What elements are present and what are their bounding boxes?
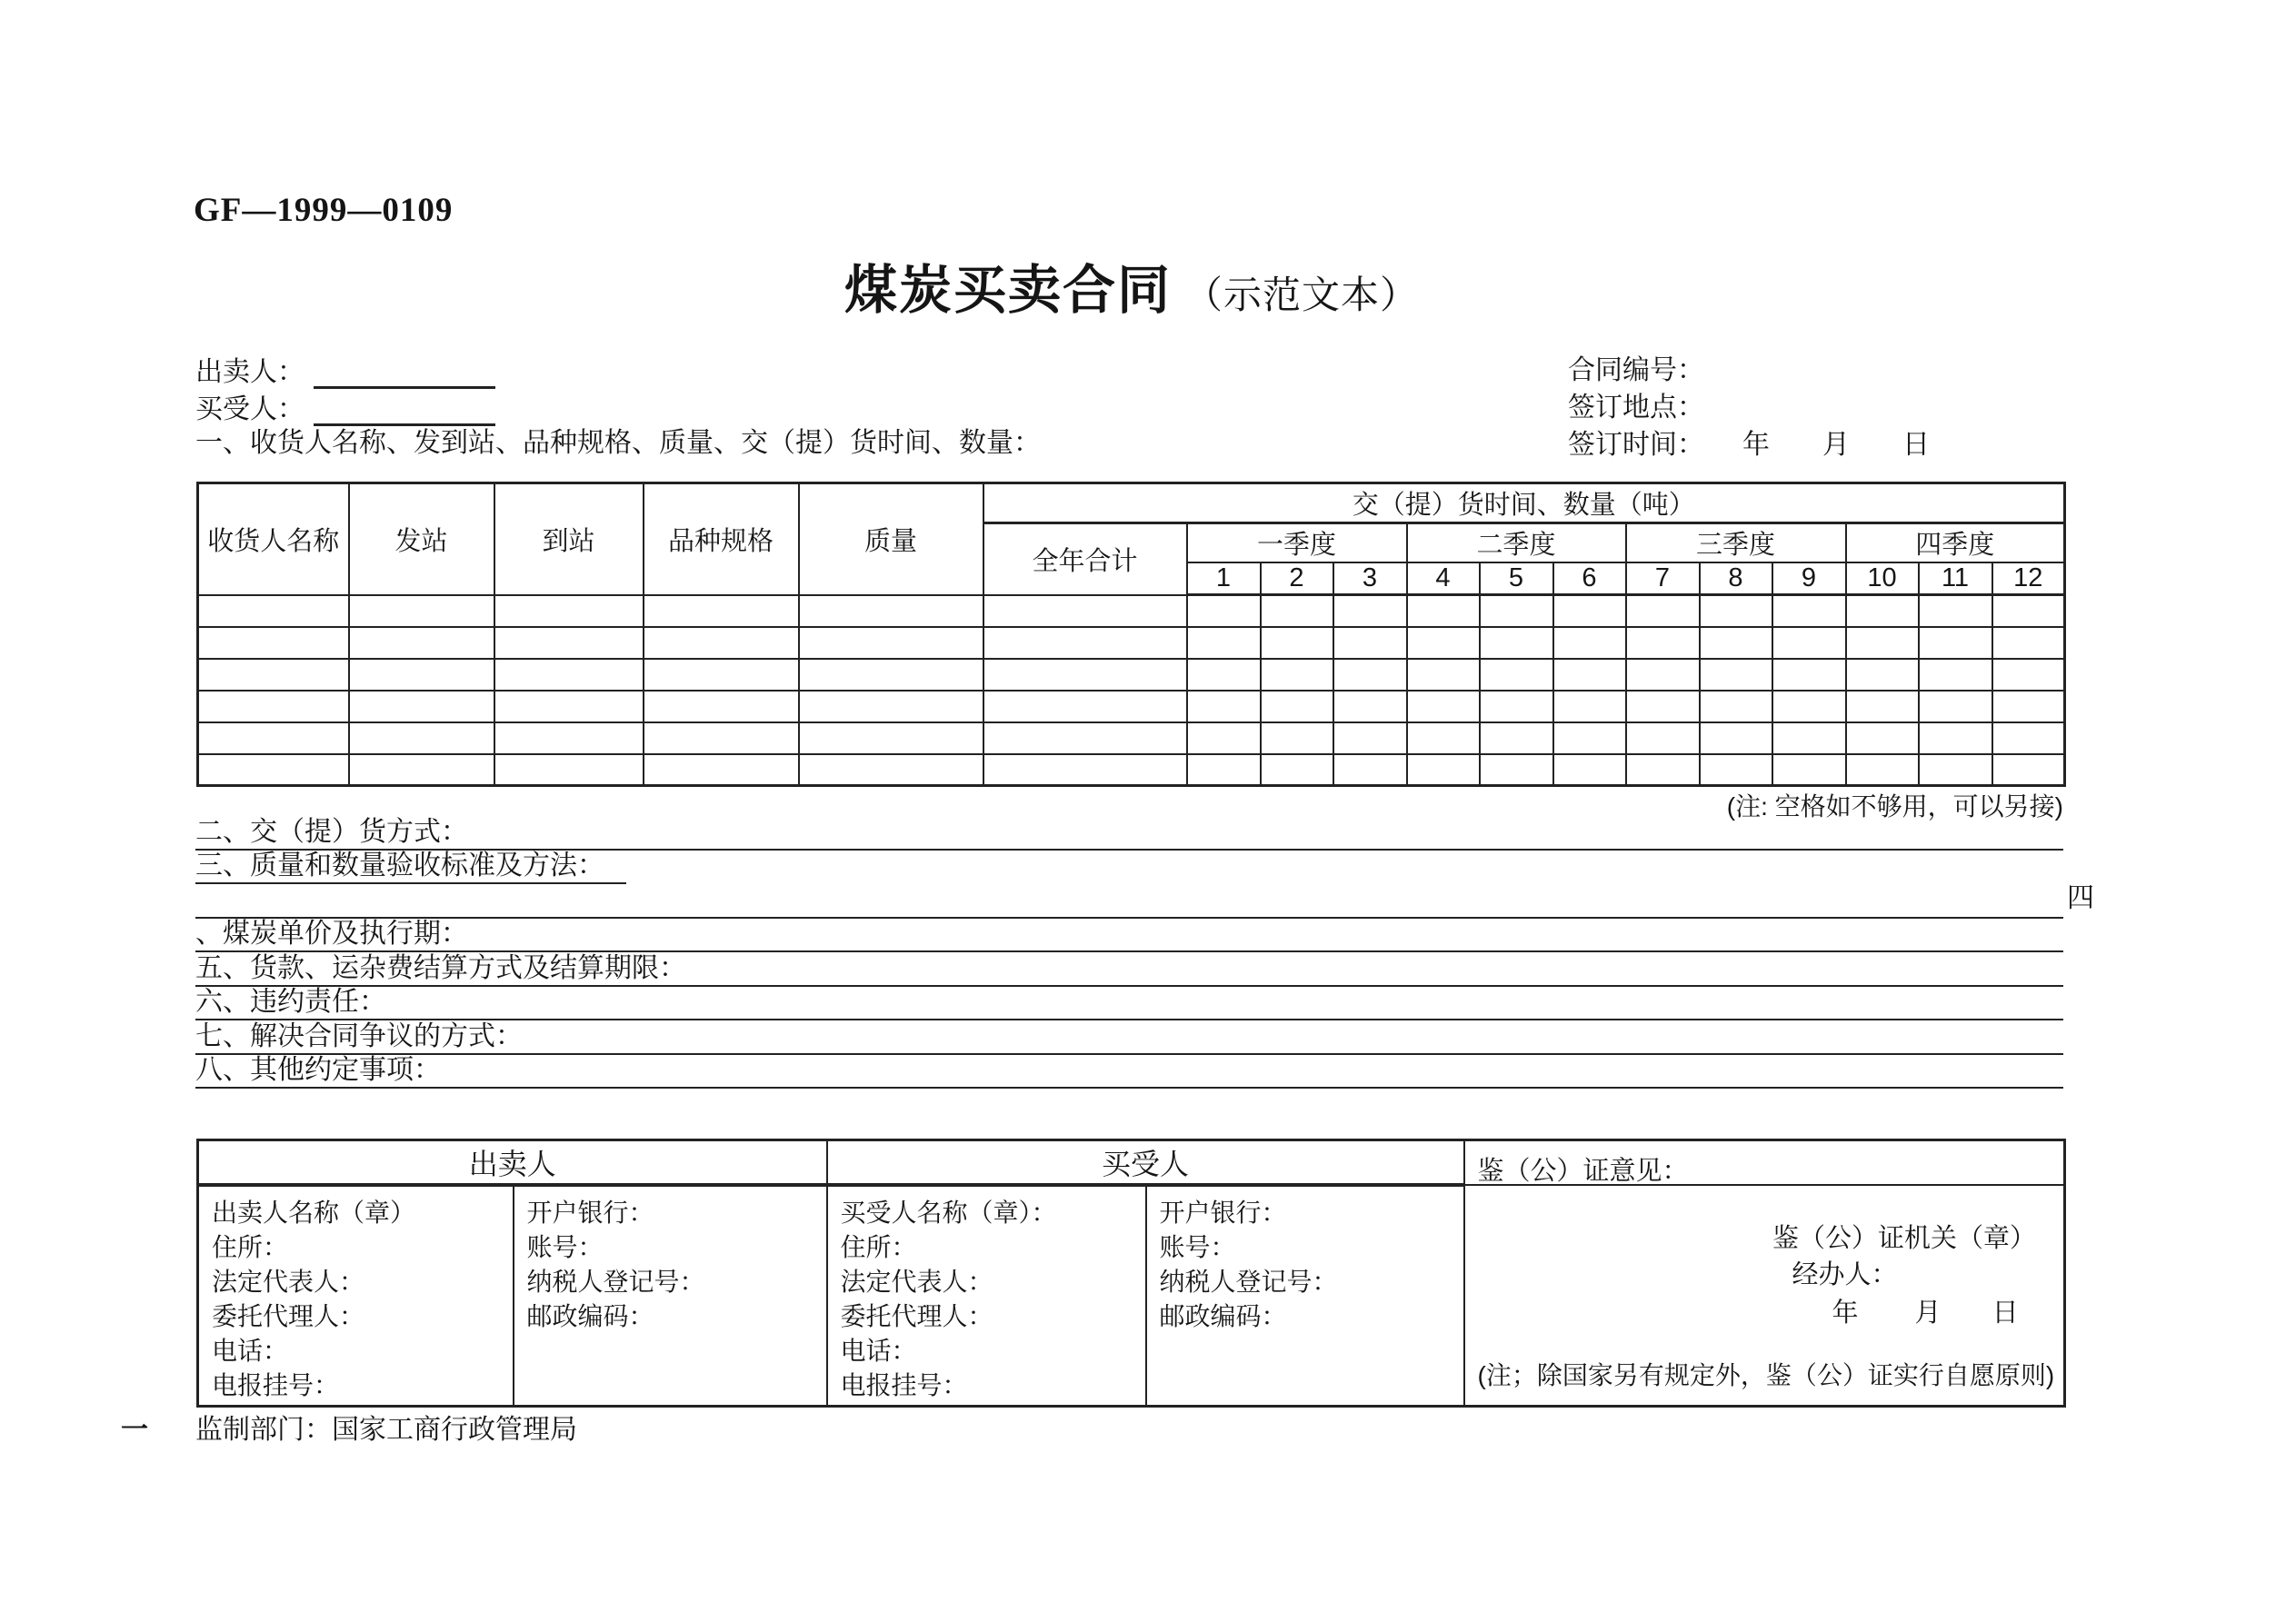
delivery-empty-cell bbox=[1333, 754, 1407, 786]
delivery-empty-cell bbox=[1187, 627, 1261, 659]
delivery-empty-cell bbox=[1333, 722, 1407, 754]
page-number-marker: 一 bbox=[121, 1415, 148, 1445]
header-month: 2 bbox=[1261, 562, 1333, 595]
buyer-bank-cell bbox=[1146, 1185, 1464, 1406]
delivery-empty-cell bbox=[1626, 659, 1700, 691]
section-5-line bbox=[195, 952, 2063, 987]
delivery-empty-cell bbox=[1700, 659, 1772, 691]
delivery-empty-cell bbox=[1626, 627, 1700, 659]
section-5-label: 五、货款、运杂费结算方式及结算期限： bbox=[195, 952, 686, 983]
field-label: 住所： bbox=[212, 1233, 289, 1261]
delivery-empty-cell bbox=[1407, 627, 1480, 659]
delivery-empty-cell bbox=[1407, 595, 1480, 627]
header-month: 3 bbox=[1333, 562, 1407, 595]
title-main: 煤炭买卖合同 bbox=[844, 261, 1172, 320]
delivery-empty-cell bbox=[1919, 627, 1992, 659]
delivery-empty-cell bbox=[1919, 659, 1992, 691]
sign-time-year: 年 bbox=[1742, 430, 1770, 460]
delivery-empty-cell bbox=[494, 722, 644, 754]
header-month: 10 bbox=[1846, 562, 1919, 595]
delivery-empty-cell bbox=[1187, 659, 1261, 691]
delivery-empty-row bbox=[198, 595, 2065, 627]
notary-operator-label: 经办人： bbox=[1792, 1260, 1898, 1289]
delivery-empty-cell bbox=[198, 754, 349, 786]
sign-time-line bbox=[1568, 429, 1930, 462]
delivery-empty-cell bbox=[198, 659, 349, 691]
field-label: 出卖人名称（章） bbox=[212, 1199, 416, 1227]
delivery-empty-cell bbox=[1407, 754, 1480, 786]
delivery-empty-cell bbox=[644, 595, 799, 627]
header-delivery-span: 交（提）货时间、数量（吨） bbox=[983, 483, 2065, 523]
delivery-empty-cell bbox=[1846, 722, 1919, 754]
delivery-empty-cell bbox=[1480, 659, 1553, 691]
delivery-empty-cell bbox=[644, 627, 799, 659]
delivery-empty-cell bbox=[1407, 659, 1480, 691]
delivery-empty-cell bbox=[1772, 691, 1846, 722]
notary-agency-label: 鉴（公）证机关（章） bbox=[1772, 1224, 2037, 1253]
field-label: 电报挂号： bbox=[212, 1371, 340, 1399]
header-month: 4 bbox=[1407, 562, 1480, 595]
delivery-empty-cell bbox=[644, 659, 799, 691]
delivery-empty-cell bbox=[198, 691, 349, 722]
field-label: 账号： bbox=[1159, 1233, 1236, 1261]
delivery-empty-cell bbox=[349, 627, 494, 659]
delivery-empty-cell bbox=[1772, 754, 1846, 786]
header-annual-total: 全年合计 bbox=[983, 523, 1187, 595]
field-label: 开户银行： bbox=[1159, 1199, 1287, 1227]
notary-date-line bbox=[1832, 1292, 2019, 1329]
delivery-empty-cell bbox=[644, 691, 799, 722]
delivery-empty-cell bbox=[1992, 754, 2065, 786]
section-1-heading: 一、收货人名称、发到站、品种规格、质量、交（提）货时间、数量： bbox=[195, 428, 1041, 458]
field-label: 纳税人登记号： bbox=[526, 1268, 705, 1296]
field-label: 纳税人登记号： bbox=[1159, 1268, 1338, 1296]
delivery-empty-row bbox=[198, 659, 2065, 691]
delivery-empty-cell bbox=[1407, 722, 1480, 754]
delivery-empty-cell bbox=[1553, 754, 1626, 786]
delivery-empty-cell bbox=[1480, 754, 1553, 786]
field-label: 账号： bbox=[526, 1233, 604, 1261]
delivery-empty-cell bbox=[1261, 627, 1333, 659]
delivery-empty-cell bbox=[1333, 595, 1407, 627]
delivery-empty-cell bbox=[1700, 595, 1772, 627]
notary-day: 日 bbox=[1992, 1299, 2019, 1328]
notary-note: (注；除国家另有规定外，鉴（公）证实行自愿原则) bbox=[1477, 1361, 2055, 1389]
header-month: 9 bbox=[1772, 562, 1846, 595]
field-label: 电话： bbox=[212, 1337, 289, 1365]
section-3-line bbox=[195, 851, 2063, 885]
delivery-empty-cell bbox=[1333, 659, 1407, 691]
delivery-empty-cell bbox=[1700, 722, 1772, 754]
delivery-empty-cell bbox=[1919, 754, 1992, 786]
delivery-empty-cell bbox=[349, 659, 494, 691]
delivery-empty-cell bbox=[1553, 691, 1626, 722]
header-month: 5 bbox=[1480, 562, 1553, 595]
clause-sections bbox=[195, 816, 2094, 1089]
delivery-empty-cell bbox=[1772, 627, 1846, 659]
header-month: 8 bbox=[1700, 562, 1772, 595]
section-4-label: 、煤炭单价及执行期： bbox=[195, 919, 468, 949]
delivery-empty-cell bbox=[494, 691, 644, 722]
delivery-empty-cell bbox=[1919, 595, 1992, 627]
field-label: 委托代理人： bbox=[840, 1302, 993, 1330]
header-month: 7 bbox=[1626, 562, 1700, 595]
delivery-empty-cell bbox=[1992, 659, 2065, 691]
delivery-empty-cell bbox=[349, 691, 494, 722]
delivery-empty-cell bbox=[1992, 691, 2065, 722]
section-7-line bbox=[195, 1020, 2063, 1055]
title-sub: （示范文本） bbox=[1184, 274, 1420, 316]
contract-no-line: 合同编号： bbox=[1568, 355, 1704, 385]
header-month: 1 bbox=[1187, 562, 1261, 595]
delivery-empty-cell bbox=[1480, 627, 1553, 659]
delivery-empty-cell bbox=[349, 754, 494, 786]
delivery-empty-cell bbox=[1333, 627, 1407, 659]
field-label: 买受人名称（章）： bbox=[840, 1199, 1057, 1227]
delivery-empty-cell bbox=[1187, 754, 1261, 786]
delivery-empty-cell bbox=[1626, 691, 1700, 722]
field-label: 电报挂号： bbox=[840, 1371, 968, 1399]
buyer-line bbox=[195, 393, 495, 426]
field-label: 委托代理人： bbox=[212, 1302, 365, 1330]
doc-code: GF—1999—0109 bbox=[194, 192, 454, 229]
delivery-empty-cell bbox=[349, 722, 494, 754]
delivery-empty-cell bbox=[1333, 691, 1407, 722]
notary-year: 年 bbox=[1832, 1299, 1859, 1328]
header-month: 12 bbox=[1992, 562, 2065, 595]
delivery-empty-cell bbox=[1480, 722, 1553, 754]
delivery-empty-cell bbox=[1407, 691, 1480, 722]
delivery-empty-cell bbox=[983, 691, 1187, 722]
section-4-wrap-char: 四 bbox=[2067, 882, 2094, 913]
delivery-empty-cell bbox=[983, 595, 1187, 627]
delivery-empty-cell bbox=[1626, 754, 1700, 786]
delivery-empty-cell bbox=[644, 722, 799, 754]
header-consignee: 收货人名称 bbox=[198, 483, 349, 595]
field-label: 电话： bbox=[840, 1337, 917, 1365]
delivery-empty-cell bbox=[983, 627, 1187, 659]
delivery-empty-cell bbox=[1700, 754, 1772, 786]
section-3-blank-line bbox=[195, 882, 2094, 919]
buyer-label: 买受人： bbox=[195, 394, 304, 424]
delivery-empty-cell bbox=[1553, 595, 1626, 627]
delivery-empty-cell bbox=[644, 754, 799, 786]
delivery-empty-cell bbox=[1480, 595, 1553, 627]
seller-info-cell bbox=[198, 1185, 514, 1406]
header-month: 6 bbox=[1553, 562, 1626, 595]
sign-time-month: 月 bbox=[1822, 430, 1850, 460]
delivery-empty-cell bbox=[1846, 754, 1919, 786]
sign-place-line: 签订地点： bbox=[1568, 393, 1704, 423]
delivery-empty-cell bbox=[1919, 722, 1992, 754]
section-6-label: 六、违约责任： bbox=[195, 987, 386, 1017]
delivery-empty-cell bbox=[1772, 659, 1846, 691]
delivery-empty-cell bbox=[1992, 595, 2065, 627]
delivery-empty-cell bbox=[799, 659, 983, 691]
delivery-empty-cell bbox=[1553, 627, 1626, 659]
delivery-empty-cell bbox=[494, 627, 644, 659]
delivery-empty-row bbox=[198, 691, 2065, 722]
delivery-empty-cell bbox=[1187, 722, 1261, 754]
delivery-empty-cell bbox=[1261, 722, 1333, 754]
section-8-line bbox=[195, 1055, 2063, 1090]
delivery-empty-cell bbox=[1700, 691, 1772, 722]
header-quarter-3: 三季度 bbox=[1626, 523, 1846, 563]
delivery-empty-cell bbox=[1992, 722, 2065, 754]
notary-cell bbox=[1464, 1140, 2065, 1389]
delivery-empty-cell bbox=[799, 722, 983, 754]
buyer-section-header: 买受人 bbox=[827, 1140, 1464, 1186]
delivery-empty-cell bbox=[349, 595, 494, 627]
header-month: 11 bbox=[1919, 562, 1992, 595]
buyer-info-cell bbox=[827, 1185, 1146, 1406]
delivery-empty-cell bbox=[1846, 691, 1919, 722]
section-2-label: 二、交（提）货方式： bbox=[195, 816, 468, 847]
delivery-empty-cell bbox=[1700, 627, 1772, 659]
seller-bank-cell bbox=[514, 1185, 827, 1406]
delivery-empty-cell bbox=[799, 754, 983, 786]
delivery-empty-cell bbox=[1553, 722, 1626, 754]
delivery-empty-cell bbox=[494, 595, 644, 627]
field-label: 法定代表人： bbox=[212, 1268, 365, 1296]
delivery-empty-cell bbox=[1261, 754, 1333, 786]
section-8-label: 八、其他约定事项： bbox=[195, 1055, 441, 1085]
header-quality: 质量 bbox=[799, 483, 983, 595]
delivery-table-body bbox=[198, 595, 2065, 786]
delivery-empty-cell bbox=[799, 627, 983, 659]
delivery-empty-cell bbox=[494, 659, 644, 691]
delivery-schedule-table bbox=[196, 482, 2066, 787]
header-arrive-station: 到站 bbox=[494, 483, 644, 595]
delivery-empty-cell bbox=[1846, 659, 1919, 691]
delivery-empty-cell bbox=[1187, 595, 1261, 627]
delivery-empty-cell bbox=[1772, 595, 1846, 627]
field-label: 邮政编码： bbox=[526, 1302, 654, 1330]
delivery-empty-cell bbox=[1626, 595, 1700, 627]
signature-table bbox=[196, 1139, 2066, 1408]
field-label: 法定代表人： bbox=[840, 1268, 993, 1296]
header-spec: 品种规格 bbox=[644, 483, 799, 595]
buyer-blank-line bbox=[314, 395, 495, 426]
sign-time-day: 日 bbox=[1902, 430, 1930, 460]
delivery-empty-row bbox=[198, 627, 2065, 659]
sign-time-label: 签订时间： bbox=[1568, 430, 1704, 460]
delivery-empty-cell bbox=[1992, 627, 2065, 659]
seller-blank-line bbox=[314, 358, 495, 389]
delivery-empty-cell bbox=[1261, 595, 1333, 627]
supervisor-line: 监制部门：国家工商行政管理局 bbox=[195, 1415, 577, 1445]
notary-opinion-label: 鉴（公）证意见： bbox=[1477, 1157, 1689, 1186]
delivery-empty-row bbox=[198, 722, 2065, 754]
seller-line bbox=[195, 356, 495, 389]
field-label: 邮政编码： bbox=[1159, 1302, 1287, 1330]
delivery-empty-cell bbox=[799, 595, 983, 627]
delivery-empty-cell bbox=[1626, 722, 1700, 754]
delivery-empty-cell bbox=[198, 627, 349, 659]
header-depart-station: 发站 bbox=[349, 483, 494, 595]
delivery-empty-cell bbox=[198, 722, 349, 754]
delivery-empty-cell bbox=[1261, 691, 1333, 722]
delivery-empty-cell bbox=[983, 754, 1187, 786]
header-quarter-2: 二季度 bbox=[1407, 523, 1626, 563]
delivery-empty-cell bbox=[1846, 595, 1919, 627]
delivery-empty-cell bbox=[1480, 691, 1553, 722]
delivery-empty-cell bbox=[1846, 627, 1919, 659]
delivery-empty-cell bbox=[799, 691, 983, 722]
delivery-empty-cell bbox=[494, 754, 644, 786]
page-title bbox=[0, 247, 2263, 323]
notary-month: 月 bbox=[1914, 1299, 1942, 1328]
delivery-empty-cell bbox=[983, 659, 1187, 691]
seller-label: 出卖人： bbox=[195, 357, 304, 387]
delivery-empty-row bbox=[198, 754, 2065, 786]
delivery-empty-cell bbox=[1261, 659, 1333, 691]
field-label: 住所： bbox=[840, 1233, 917, 1261]
section-7-label: 七、解决合同争议的方式： bbox=[195, 1020, 523, 1051]
seller-section-header: 出卖人 bbox=[198, 1140, 827, 1186]
header-quarter-4: 四季度 bbox=[1846, 523, 2065, 563]
delivery-empty-cell bbox=[983, 722, 1187, 754]
field-label: 开户银行： bbox=[526, 1199, 654, 1227]
section-3-label: 三、质量和数量验收标准及方法： bbox=[195, 842, 626, 884]
delivery-empty-cell bbox=[1187, 691, 1261, 722]
delivery-empty-cell bbox=[1553, 659, 1626, 691]
table-note: (注: 空格如不够用，可以另接) bbox=[1726, 792, 2063, 821]
header-quarter-1: 一季度 bbox=[1187, 523, 1407, 563]
delivery-empty-cell bbox=[1772, 722, 1846, 754]
delivery-empty-cell bbox=[198, 595, 349, 627]
delivery-empty-cell bbox=[1919, 691, 1992, 722]
